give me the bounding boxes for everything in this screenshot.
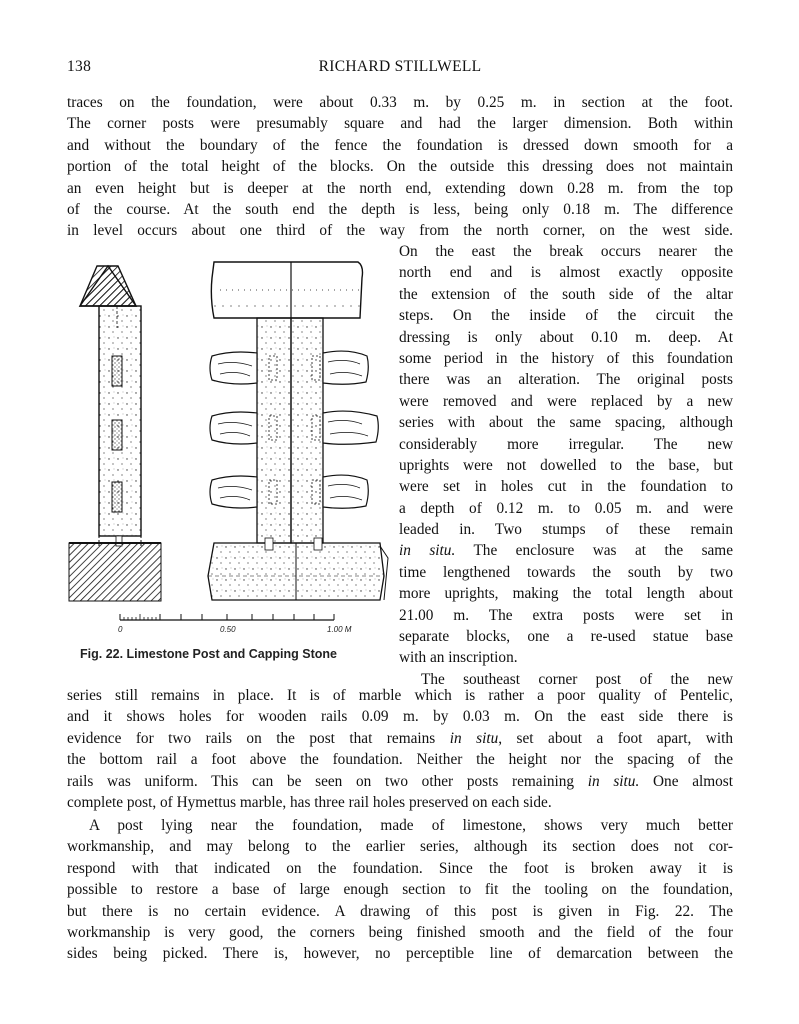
paragraph-1 <box>67 92 733 242</box>
text-line: were set in holes cut in the foundation to <box>399 478 733 496</box>
text-span: , set about a foot apart, with <box>498 729 733 747</box>
rail-hole <box>112 420 122 450</box>
wooden-rail <box>323 411 378 444</box>
text-line: considerably more irregular. The new <box>399 435 733 453</box>
italic-in-situ: in situ <box>449 729 499 747</box>
scale-bar <box>118 614 352 634</box>
page-header <box>67 58 733 80</box>
text-line: were removed and were replaced by a new <box>399 392 733 410</box>
figure-caption: Fig. 22. Limestone Post and Capping Stone <box>80 647 337 661</box>
text-line: workmanship is very good, the corners being finished smooth and the field of the four <box>67 923 733 941</box>
scale-label: 0 <box>118 625 123 634</box>
paragraph-2 <box>67 685 733 813</box>
text-line: possible to restore a base of large enough section to fit the tooling on the foundation, <box>67 881 733 899</box>
text-line: the bottom rail a foot above the foundation. Neither the height nor the spacing of the <box>67 751 733 769</box>
text-line: workmanship, and may belong to the earlier series, although its section does not cor- <box>67 838 733 856</box>
italic-in-situ: in situ. <box>587 772 640 790</box>
page-number: 138 <box>67 58 92 75</box>
text-line: traces on the foundation, were about 0.33 m. by 0.25 m. in section at the foot. <box>67 94 733 111</box>
text-line: separate blocks, one a re-used statue base <box>399 628 733 646</box>
text-line: and without the boundary of the fence the foundation is dressed down smooth for a <box>67 136 733 154</box>
text-span: evidence for two rails on the post that remains <box>67 729 450 747</box>
running-head: RICHARD STILLWELL <box>318 58 482 75</box>
text-line: with an inscription. <box>399 649 518 667</box>
wooden-rail <box>210 412 257 444</box>
post-shaft <box>257 318 291 543</box>
text-line: leaded in. Two stumps of these remain <box>399 521 733 539</box>
post-shaft <box>291 318 323 543</box>
text-column <box>399 241 733 690</box>
text-line: of the course. At the south end the depth is less, being only 0.18 m. The difference <box>67 200 733 218</box>
wooden-rail <box>210 476 257 508</box>
post-drawing <box>62 258 392 648</box>
text-line: time lengthened towards the south by two <box>399 563 733 581</box>
text-span: The enclosure was at the same <box>455 542 733 560</box>
text-line: dressing is only about 0.10 m. deep. At <box>399 328 733 346</box>
text-line: more uprights, making the total length about <box>399 585 733 603</box>
text-line: steps. On the inside of the circuit the <box>399 307 733 325</box>
text-line: in level occurs about one third of the way from the north corner, on the west side. <box>67 222 733 240</box>
text-line: 21.00 m. The extra posts were set in <box>399 606 733 624</box>
text-line: north end and is almost exactly opposite <box>399 264 733 282</box>
scale-label: 0.50 <box>220 625 236 634</box>
text-line: sides being picked. There is, however, no perceptible line of demarcation between the <box>67 945 733 963</box>
paragraph-3 <box>67 815 733 965</box>
scale-label: 1.00 M <box>327 625 352 634</box>
italic-in-situ: in situ. <box>399 542 456 560</box>
text-line: there was an alteration. The original posts <box>399 371 733 389</box>
text-span: rails was uniform. This can be seen on two other posts remaining <box>67 772 588 790</box>
wooden-rail <box>210 352 257 384</box>
text-line: some period in the history of this foundation <box>399 349 733 367</box>
text-line: The southeast corner post of the new <box>421 670 733 688</box>
text-line: A post lying near the foundation, made of limestone, shows very much better <box>89 817 733 834</box>
wooden-rail <box>323 351 368 384</box>
rail-hole <box>112 482 122 512</box>
text-line: The corner posts were presumably square and had the larger dimension. Both within <box>67 115 733 133</box>
post-side-elevation <box>208 262 388 600</box>
figure-22 <box>62 258 392 668</box>
text-line: but there is no certain evidence. A drawing of this post is given in Fig. 22. The <box>67 902 733 920</box>
text-span: One almost <box>639 772 733 790</box>
text-line: complete post, of Hymettus marble, has three rail holes preserved on each side. <box>67 793 552 811</box>
text-line: series still remains in place. It is of marble which is rather a poor quality of Pentelic, <box>67 687 733 704</box>
text-line: the extension of the south side of the altar <box>399 285 733 303</box>
wooden-rail <box>323 475 368 508</box>
foundation-section <box>69 543 161 601</box>
text-line: series with about the same spacing, although <box>399 414 733 432</box>
text-line: On the east the break occurs nearer the <box>399 243 733 260</box>
text-line: an even height but is deeper at the north end, extending down 0.28 m. from the top <box>67 179 733 197</box>
text-line: portion of the total height of the blocks. On the outside this dressing does not maintain <box>67 158 733 176</box>
text-line: respond with that indicated on the foundation. Since the foot is broken away it is <box>67 859 733 877</box>
rail-hole <box>112 356 122 386</box>
text-line <box>67 728 733 749</box>
text-line <box>399 540 733 561</box>
post-elevation <box>69 266 161 601</box>
text-line: uprights were not dowelled to the base, but <box>399 456 733 474</box>
text-line: a depth of 0.12 m. to 0.05 m. and were <box>399 499 733 517</box>
text-line <box>67 771 733 792</box>
text-line: and it shows holes for wooden rails 0.09 m. by 0.03 m. On the east side there is <box>67 708 733 726</box>
